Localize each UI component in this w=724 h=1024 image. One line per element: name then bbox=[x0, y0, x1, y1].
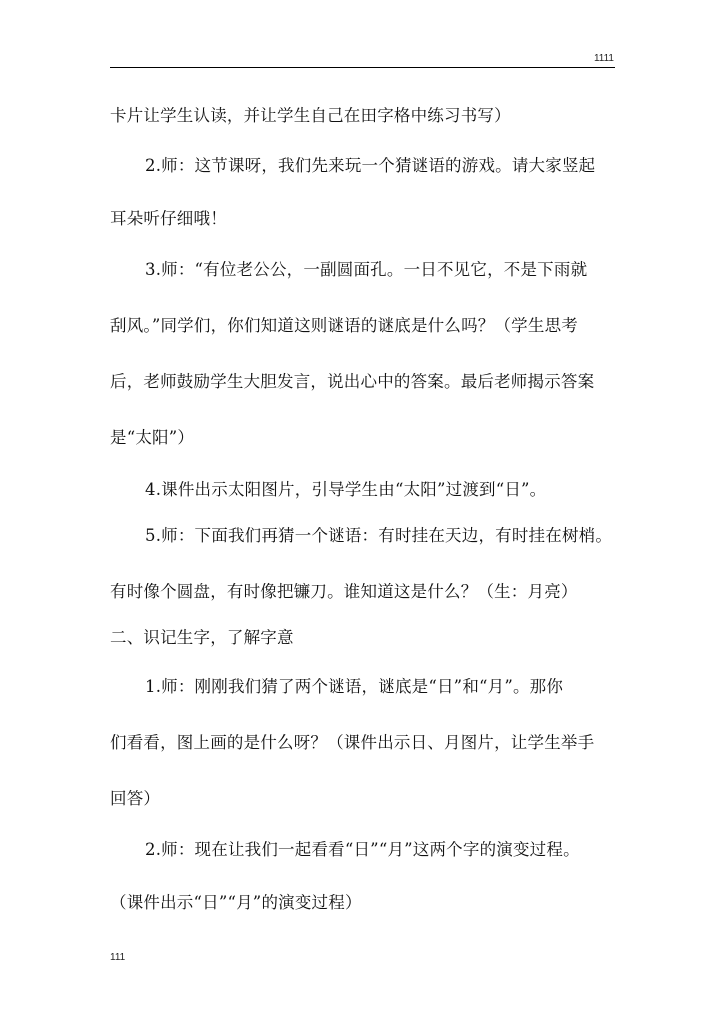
paragraph-line: 1.师：刚刚我们猜了两个谜语，谜底是“日”和“月”。那你 bbox=[145, 677, 564, 696]
page-footer-number: 111 bbox=[110, 952, 126, 963]
paragraph-line: （课件出示“日”“月”的演变过程） bbox=[110, 893, 362, 912]
paragraph-line: 2.师：这节课呀，我们先来玩一个猜谜语的游戏。请大家竖起 bbox=[145, 156, 596, 175]
paragraph-line: 2.师：现在让我们一起看看“日”“月”这两个字的演变过程。 bbox=[145, 840, 580, 859]
paragraph-line: 有时像个圆盘，有时像把镰刀。谁知道这是什么？（生：月亮） bbox=[110, 582, 578, 601]
paragraph-line: 是“太阳”） bbox=[110, 428, 195, 447]
paragraph-line: 耳朵听仔细哦！ bbox=[110, 209, 227, 228]
header-rule bbox=[110, 67, 615, 68]
section-heading: 二、识记生字，了解字意 bbox=[110, 628, 294, 647]
paragraph-line: 回答） bbox=[110, 789, 161, 808]
paragraph-line: 4.课件出示太阳图片，引导学生由“太阳”过渡到“日”。 bbox=[145, 480, 547, 499]
paragraph-line: 卡片让学生认读，并让学生自己在田字格中练习书写） bbox=[110, 106, 511, 125]
paragraph-line: 刮风。”同学们，你们知道这则谜语的谜底是什么吗？（学生思考 bbox=[110, 316, 578, 335]
paragraph-line: 3.师：“有位老公公，一副圆面孔。一日不见它，不是下雨就 bbox=[145, 260, 588, 279]
page-header-number: 1111 bbox=[593, 53, 614, 64]
paragraph-line: 后，老师鼓励学生大胆发言，说出心中的答案。最后老师揭示答案 bbox=[110, 372, 595, 391]
paragraph-line: 们看看，图上画的是什么呀？（课件出示日、月图片，让学生举手 bbox=[110, 733, 595, 752]
paragraph-line: 5.师：下面我们再猜一个谜语：有时挂在天边，有时挂在树梢。 bbox=[145, 526, 613, 545]
